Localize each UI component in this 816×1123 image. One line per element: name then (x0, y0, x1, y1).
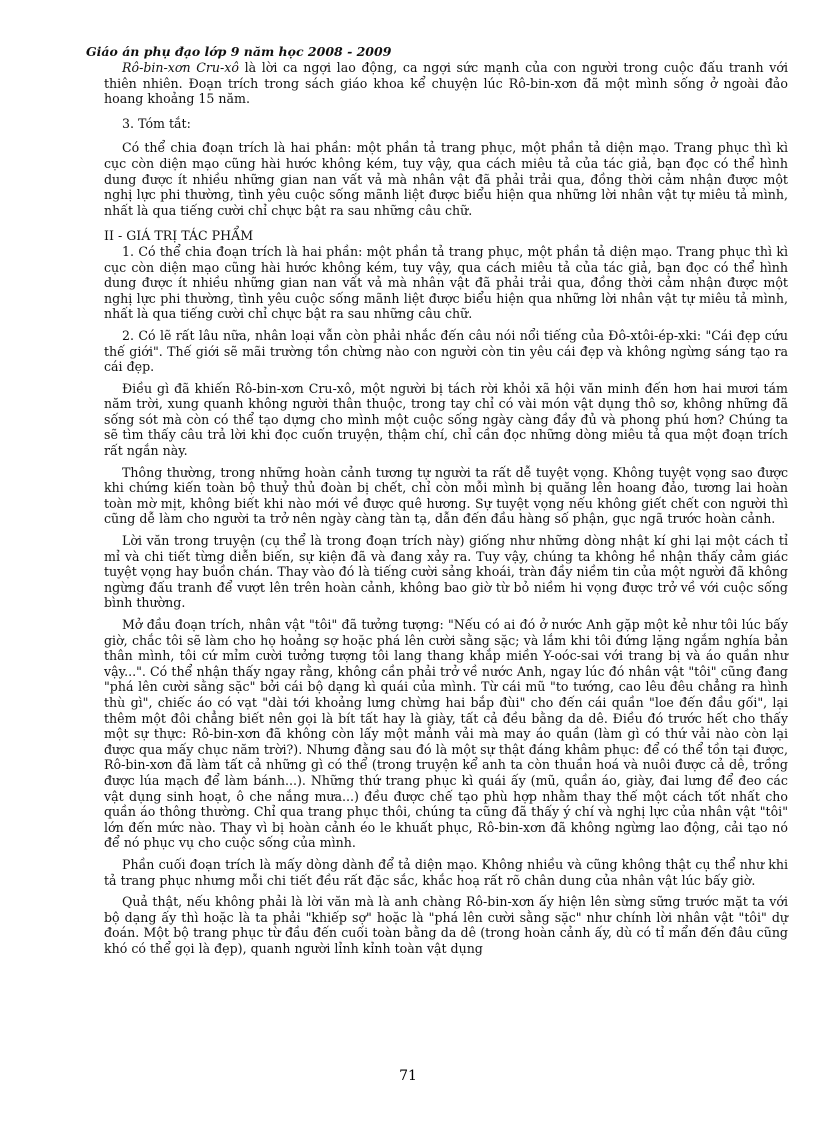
intro-text: là lời ca ngợi lao động, ca ngợi sức mạnh của con người trong cuộc đấu tranh với thiên nhiên. Đoạn trích trong sách giáo khoa kể chuyện lúc Rô-bin-xơn đã một mình sống ở ngoài đảo hoang khoảng 15 năm. (104, 60, 789, 107)
work-title: Rô-bin-xơn Cru-xô (122, 60, 239, 75)
page-number: 71 (399, 1068, 417, 1084)
page-header: Giáo án phụ đạo lớp 9 năm học 2008 - 2009 (86, 44, 392, 59)
paragraph-1: 1. Có thể chia đoạn trích là hai phần: một phần tả trang phục, một phần tả diện mạo. Trang phục thì kì cục còn diện mạo cũng hài hước không kém, tuy vậy, qua cách miêu tả của tác giả, bạn đọc có thể hình dung được ít nhiều những gian nan vất vả mà nhân vật đã phải trải qua, đồng thời cảm nhận được một nghị lực phi thường, tình yêu cuộc sống mãnh liệt được biểu hiện qua những lời nhân vật tự miêu tả mình, nhất là qua tiếng cười chỉ chực bật ra sau những câu chữ. (104, 243, 788, 322)
document-page (86, 44, 789, 956)
summary-text: Có thể chia đoạn trích là hai phần: một phần tả trang phục, một phần tả diện mạo. Trang phục thì kì cục còn diện mạo cũng hài hước không kém, tuy vậy, qua cách miêu tả của tác giả, bạn đọc có thể hình dung được ít nhiều những gian nan vất vả mà nhân vật đã phải trải qua, đồng thời cảm nhận được một nghị lực phi thường, tình yêu cuộc sống mãnh liệt được biểu hiện qua những lời nhân vật tự miêu tả mình, nhất là qua tiếng cười chỉ chực bật ra sau những câu chữ. (104, 140, 788, 218)
intro-paragraph (104, 60, 788, 107)
section-title: II - GIÁ TRỊ TÁC PHẨM (104, 228, 254, 244)
paragraph-7: Phần cuối đoạn trích là mấy dòng dành để tả diện mạo. Không nhiều và cũng không thật cụ thể như khi tả trang phục nhưng mỗi chi tiết đều rất đặc sắc, khắc hoạ rất rõ chân dung của nhân vật lúc bấy giờ. (104, 856, 788, 888)
paragraph-2: 2. Có lẽ rất lâu nữa, nhân loại vẫn còn phải nhắc đến câu nói nổi tiếng của Đô-xtôi-ép-xki: "Cái đẹp cứu thế giới". Thế giới sẽ mãi trường tồn chừng nào con người còn tin yêu cái đẹp và không ngừng sáng tạo ra cái đẹp. (104, 327, 788, 375)
paragraph-3: Điều gì đã khiến Rô-bin-xơn Cru-xô, một người bị tách rời khỏi xã hội văn minh đến hơn hai mươi tám năm trời, xung quanh không người thân thuộc, trong tay chỉ có vài món vật dụng thô sơ, không những đã sống sót mà còn có thể tạo dựng cho mình một cuộc sống ngày càng đầy đủ và phong phú hơn? Chúng ta sẽ tìm thấy câu trả lời khi đọc cuốn truyện, thậm chí, chỉ cần đọc những dòng miêu tả qua một đoạn trích rất ngắn này. (104, 380, 788, 459)
paragraph-5: Lời văn trong truyện (cụ thể là trong đoạn trích này) giống như những dòng nhật kí ghi lại một cách tỉ mỉ và chi tiết từng diễn biến, sự kiện đã và đang xảy ra. Tuy vậy, chúng ta không hề nhận thấy cảm giác tuyệt vọng hay buồn chán. Thay vào đó là tiếng cười sảng khoái, tràn đầy niềm tin của một người đã không ngừng đấu tranh để vượt lên trên hoàn cảnh, không bao giờ từ bỏ niềm hi vọng được trở về với cuộc sống bình thường. (104, 533, 788, 611)
paragraph-8: Quả thật, nếu không phải là lời văn mà là anh chàng Rô-bin-xơn ấy hiện lên sừng sững trước mặt ta với bộ dạng ấy thì hoặc là ta phải "khiếp sợ" hoặc là "phá lên cười sằng sặc" như chính lời nhân vật "tôi" dự đoán. Một bộ trang phục từ đầu đến cuối toàn bằng da dê (trong hoàn cảnh ấy, dù có tỉ mẩn đến đâu cũng khó có thể gọi là đẹp), quanh người lỉnh kỉnh toàn vật dụng (104, 894, 788, 956)
paragraph-4: Thông thường, trong những hoàn cảnh tương tự người ta rất dễ tuyệt vọng. Không tuyệt vọng sao được khi chứng kiến toàn bộ thuỷ thủ đoàn bị chết, chỉ còn mỗi mình bị quăng lên hoang đảo, tương lai hoàn toàn mờ mịt, không biết khi nào mới về được quê hương. Sự tuyệt vọng nếu không giết chết con người thì cũng dễ làm cho người ta trở nên ngày càng tàn tạ, dẫn đến đầu hàng số phận, gục ngã trước hoàn cảnh. (104, 464, 788, 527)
paragraph-6: Mở đầu đoạn trích, nhân vật "tôi" đã tưởng tượng: "Nếu có ai đó ở nước Anh gặp một kẻ như tôi lúc bấy giờ, chắc tôi sẽ làm cho họ hoảng sợ hoặc phá lên cười sằng sặc; và lắm khi tôi đứng lặng ngắm nghía bản thân mình, tôi cứ mỉm cười tưởng tượng tôi lang thang khắp miền Y-oóc-sai với trang bị và áo quần như vậy...". Có thể nhận thấy ngay rằng, không cần phải trở về nước Anh, ngay lúc đó nhân vật "tôi" cũng đang "phá lên cười sằng sặc" bởi cái bộ dạng kì quái của mình. Từ cái mũ "to tướng, cao lêu đêu chẳng ra hình thù gì", chiếc áo có vạt "dài tới khoảng lưng chừng hai bắp đùi" cho đến cái quần "loe đến đầu gối", lại thêm một đôi chẳng biết nên gọi là bít tất hay là giày, tất cả đều bằng da dê. Điều đó trước hết cho thấy một sự thực: Rô-bin-xơn đã không còn lấy một mảnh vải mà may áo quần (làm gì có thứ vải nào còn lại được qua mấy chục năm trời?). Nhưng đằng sau đó là một sự thật đáng khâm phục: để có thể tồn tại được, Rô-bin-xơn đã làm tất cả những gì có thể (trong truyện kể anh ta còn thuần hoá và nuôi được cả dê, trồng được lúa mạch để làm bánh...). Những thứ trang phục kì quái ấy (mũ, quần áo, giày, đai lưng để đeo các vật dụng sinh hoạt, ô che nắng mưa...) đều được chế tạo phù hợp nhằm thay thế một cách tốt nhất cho quần áo thông thường. Chỉ qua trang phục thôi, chúng ta cũng đã thấy ý chí và nghị lực của nhân vật "tôi" lớn đến mức nào. Thay vì bị hoàn cảnh éo le khuất phục, Rô-bin-xơn đã không ngừng lao động, cải tạo nó để nó phục vụ cho cuộc sống của mình. (104, 617, 788, 851)
summary-heading: 3. Tóm tắt: (122, 115, 191, 131)
